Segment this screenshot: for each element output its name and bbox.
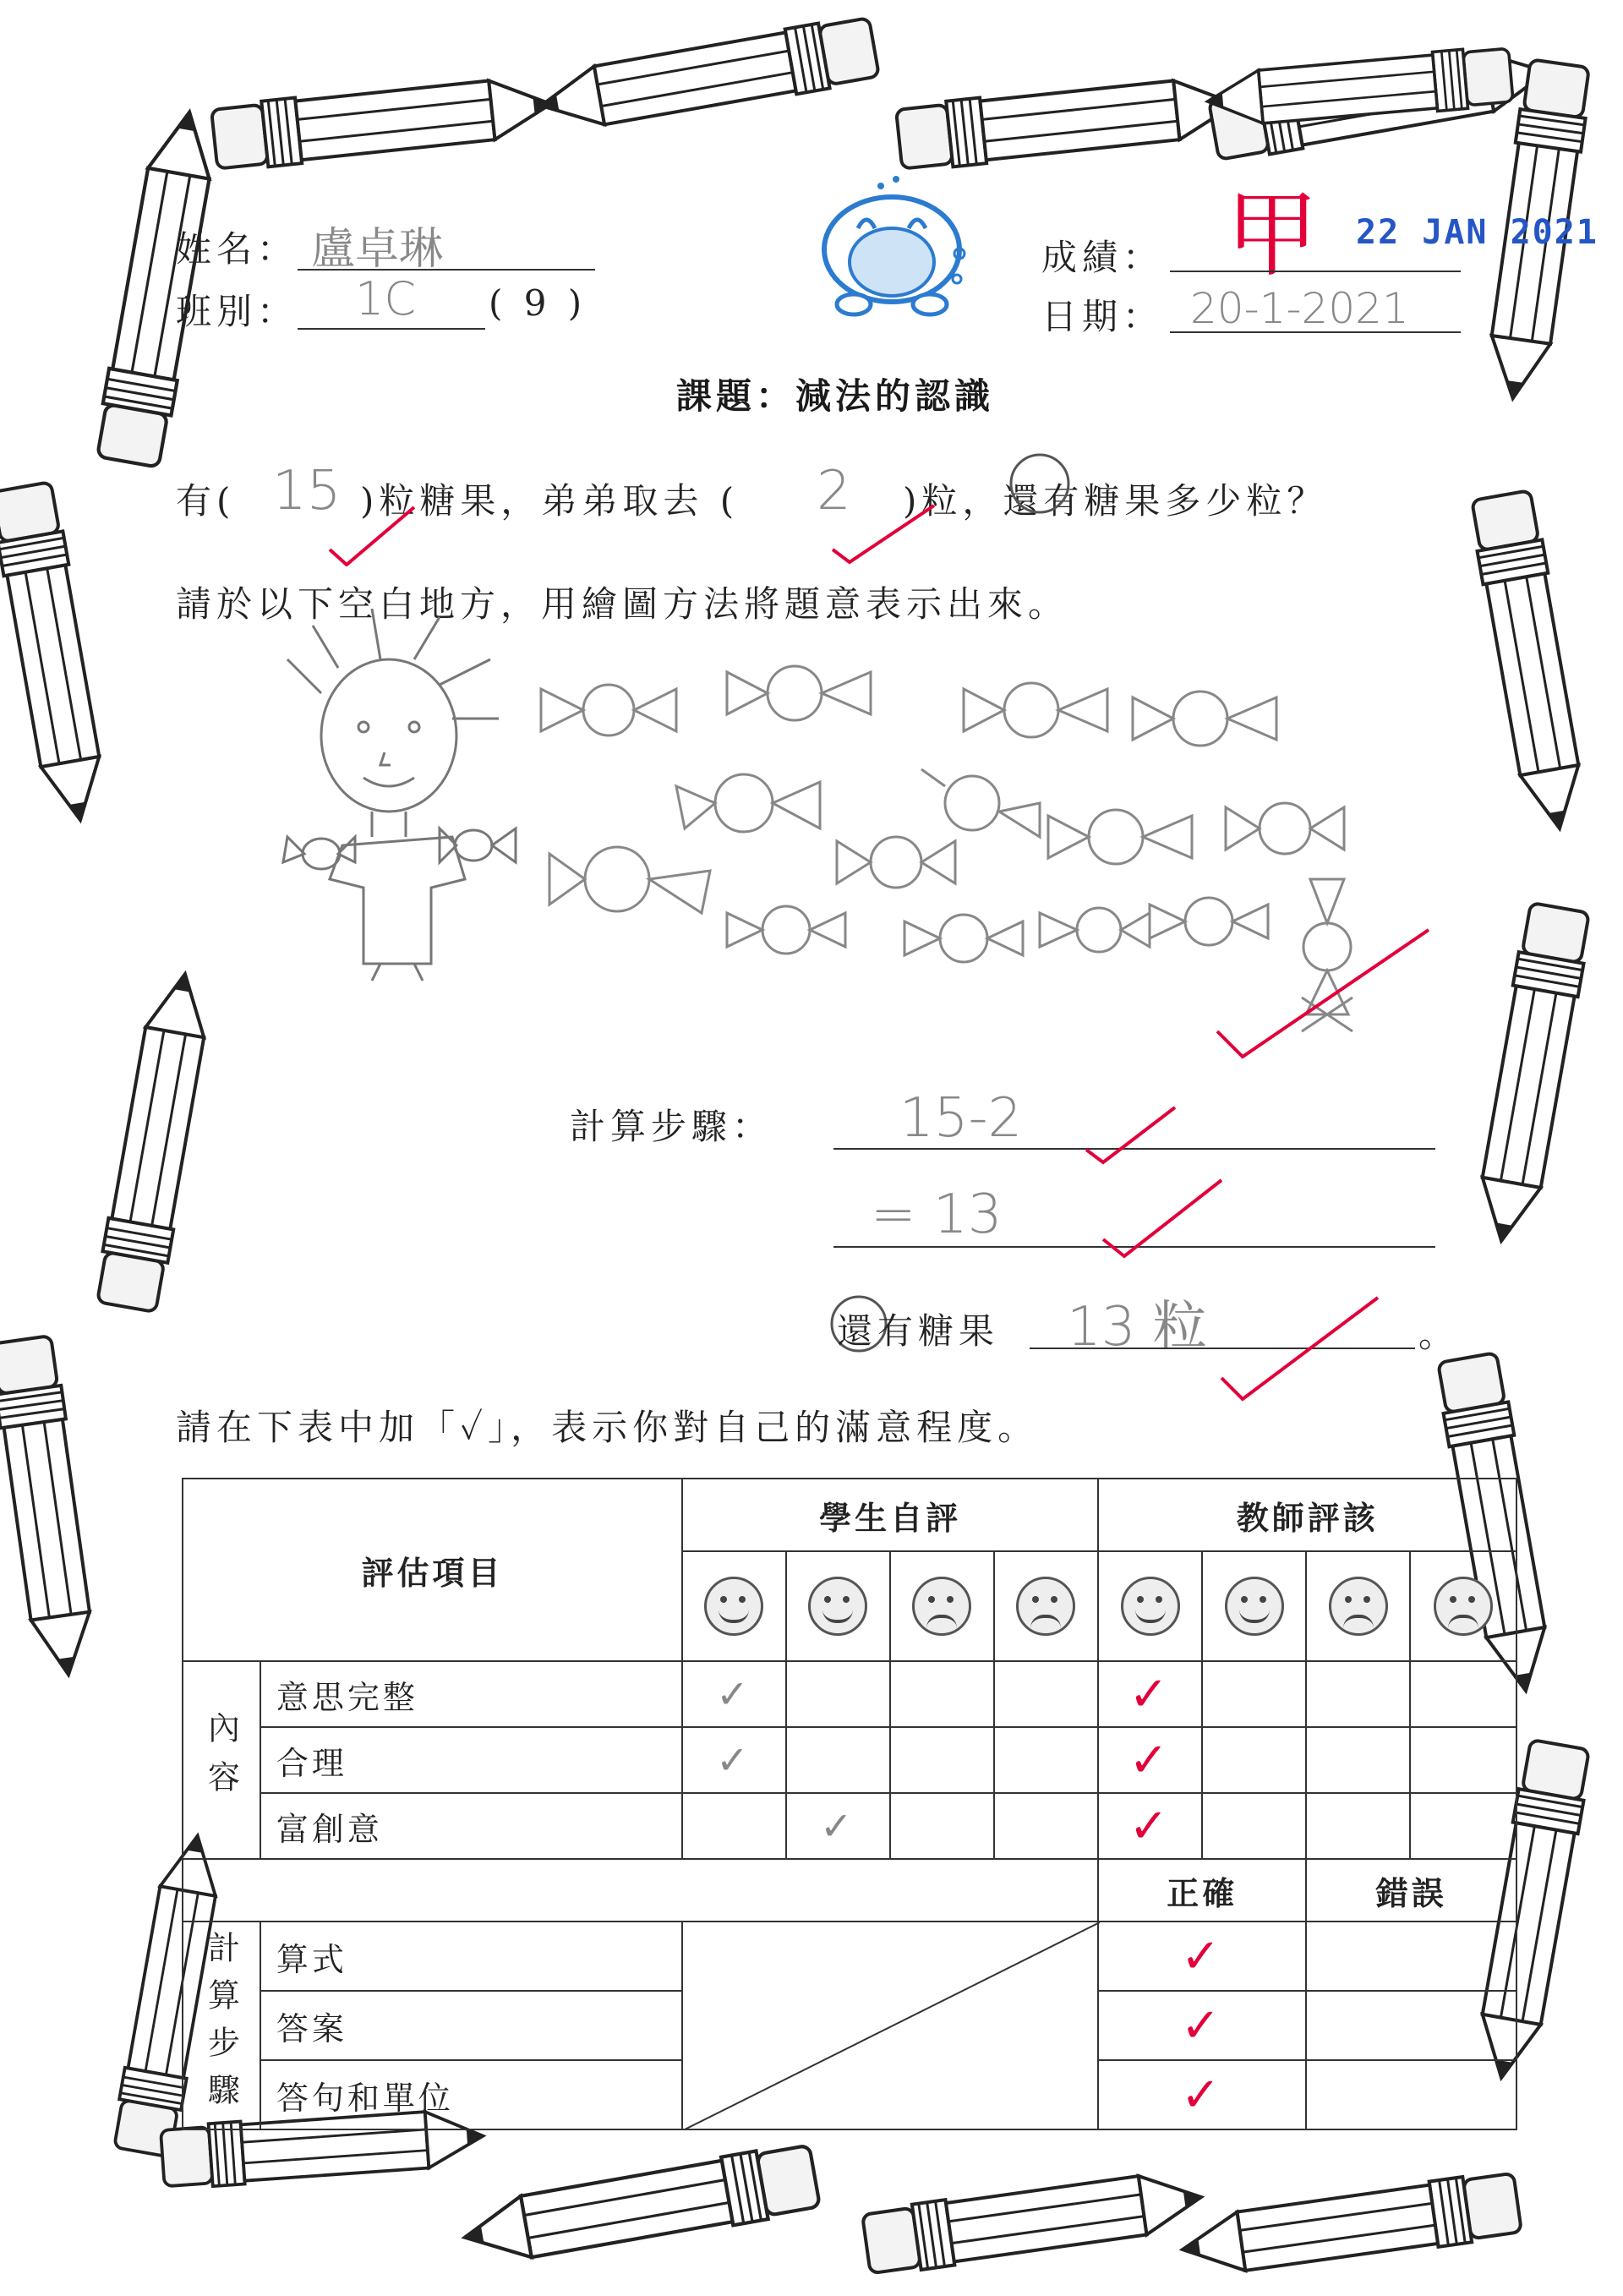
date-label: 日期： <box>1041 296 1164 337</box>
grade-underline <box>1170 271 1461 272</box>
answer-value: 13 粒 <box>1067 1296 1207 1358</box>
character-stamp-logo <box>812 169 972 321</box>
check-mark-value2 <box>828 499 938 566</box>
row-label-complete: 意思完整 <box>260 1661 682 1727</box>
class-underline <box>298 328 485 330</box>
face-grin-cell <box>1098 1551 1202 1661</box>
diagonal-line <box>683 1922 1100 2130</box>
evaluation-table <box>182 1478 1517 2130</box>
check-mark-value1 <box>321 499 423 566</box>
row-label-creative: 富創意 <box>260 1793 682 1859</box>
check-mark-answer <box>1217 1293 1386 1403</box>
face-sad-cell <box>890 1551 994 1661</box>
question-part1: 有( <box>176 480 236 522</box>
calc-step1: 15-2 <box>899 1087 1023 1150</box>
calc-group-label: 計算步驟 <box>183 1922 260 2129</box>
question-part2: )粒糖果，弟弟取去 ( <box>360 480 740 522</box>
item-header: 評估項目 <box>183 1479 682 1661</box>
diagonal-cell <box>682 1922 1099 2129</box>
smile-face-icon <box>808 1577 867 1636</box>
face-cry-cell <box>994 1551 1099 1661</box>
face-cry-cell <box>1410 1551 1516 1661</box>
face-grin-cell <box>682 1551 786 1661</box>
question-part3: )粒，還有糖果多少粒？ <box>903 480 1328 522</box>
date-stamp: 22 JAN 2021 <box>1356 213 1598 252</box>
grade-label: 成績： <box>1041 237 1164 278</box>
teacher-check: ✓ <box>1180 1928 1224 1984</box>
row-label-reasonable: 合理 <box>260 1727 682 1793</box>
class-label: 班別： <box>176 291 298 332</box>
student-drawing <box>270 609 1437 1065</box>
crying-face-icon <box>1016 1577 1075 1636</box>
grin-face-icon <box>1121 1577 1180 1636</box>
face-sad-cell <box>1306 1551 1410 1661</box>
calc-step2: = 13 <box>871 1184 1003 1246</box>
student-check: ✓ <box>819 1803 856 1849</box>
row-label-formula: 算式 <box>260 1922 682 1991</box>
content-group-label: 內容 <box>183 1661 260 1859</box>
teacher-check: ✓ <box>1128 1666 1172 1722</box>
crying-face-icon <box>1434 1577 1493 1636</box>
teacher-check: ✓ <box>1180 2067 1224 2123</box>
teacher-check: ✓ <box>1128 1732 1172 1788</box>
smile-face-icon <box>1225 1577 1284 1636</box>
name-value: 盧卓琳 <box>311 224 444 275</box>
student-check: ✓ <box>716 1737 752 1783</box>
sad-face-icon <box>912 1577 971 1636</box>
teacher-check: ✓ <box>1128 1798 1172 1854</box>
class-number: ( 9 ) <box>489 282 587 324</box>
name-label: 姓名： <box>176 228 298 270</box>
teacher-eval-header: 教師評該 <box>1098 1479 1516 1551</box>
grin-face-icon <box>704 1577 763 1636</box>
answer-label: 還有糖果 <box>837 1310 1000 1352</box>
class-value: 1C <box>355 272 417 325</box>
sad-face-icon <box>1329 1577 1388 1636</box>
name-underline <box>298 269 595 271</box>
self-eval-instruction: 請在下表中加「✓」，表示你對自己的滿意程度。 <box>176 1407 1039 1448</box>
question-value1: 15 <box>272 460 342 522</box>
instruction: 請於以下空白地方，用繪圖方法將題意表示出來。 <box>176 583 1069 625</box>
row-label-sentence-unit: 答句和單位 <box>260 2060 682 2129</box>
question-value2: 2 <box>817 460 851 522</box>
face-smile-cell <box>1202 1551 1306 1661</box>
face-smile-cell <box>786 1551 890 1661</box>
student-eval-header: 學生自評 <box>682 1479 1099 1551</box>
correct-header: 正確 <box>1098 1859 1306 1922</box>
circle-mark <box>1006 450 1074 517</box>
page-title: 課題：減法的認識 <box>676 375 995 417</box>
check-mark-step2 <box>1099 1172 1226 1265</box>
check-mark-step1 <box>1082 1099 1183 1167</box>
date-underline <box>1170 331 1461 333</box>
student-check: ✓ <box>716 1671 752 1717</box>
calc-label: 計算步驟： <box>570 1106 773 1147</box>
answer-period: 。 <box>1418 1314 1460 1355</box>
date-value: 20-1-2021 <box>1190 284 1409 333</box>
grade-value: 甲 <box>1226 181 1319 289</box>
row-label-answer: 答案 <box>260 1991 682 2060</box>
teacher-check: ✓ <box>1180 1998 1224 2053</box>
wrong-header: 錯誤 <box>1306 1859 1516 1922</box>
